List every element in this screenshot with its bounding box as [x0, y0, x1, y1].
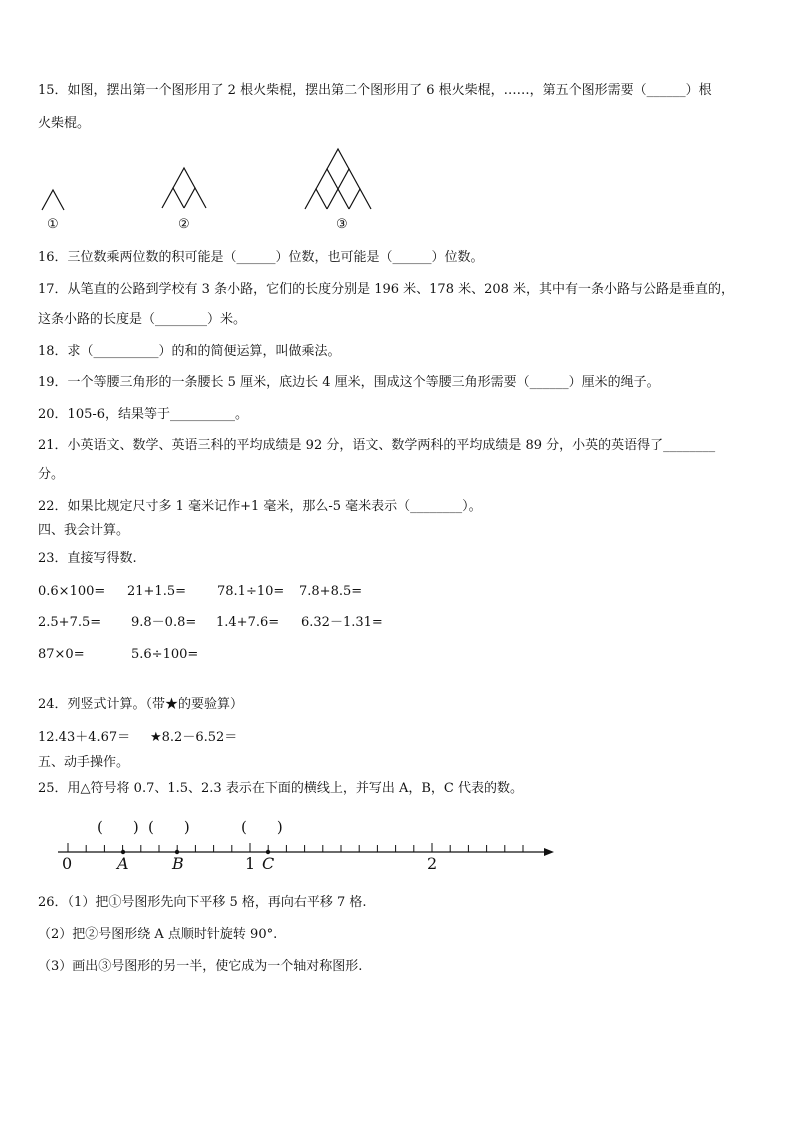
matchstick-figure-3 — [303, 143, 393, 213]
bracket-A[interactable]: ( ) — [97, 818, 139, 836]
q21-line2: 分。 — [38, 467, 65, 482]
q23-calc: 0.6×100= — [38, 584, 106, 599]
q23-calc: 6.32－1.31= — [301, 615, 383, 630]
label-B: B — [172, 854, 184, 873]
q16: 16．三位数乘两位数的积可能是（______）位数，也可能是（______）位数。 — [38, 250, 484, 265]
q23-calc: 9.8－0.8= — [131, 615, 197, 630]
q26-part3: （3）画出③号图形的另一半，使它成为一个轴对称图形. — [38, 959, 363, 974]
bracket-B[interactable]: ( ) — [148, 818, 190, 836]
q17-line2: 这条小路的长度是（________）米。 — [38, 312, 247, 327]
number-line-ticks — [68, 843, 523, 852]
q24-item: 12.43＋4.67＝ — [38, 730, 131, 745]
label-1: 1 — [245, 854, 256, 873]
q19: 19．一个等腰三角形的一条腰长 5 厘米，底边长 4 厘米，围成这个等腰三角形需要（______）厘米的绳子。 — [38, 375, 660, 390]
q23-calc: 87×0= — [38, 647, 85, 662]
q25-text: 25．用△符号将 0.7、1.5、2.3 表示在下面的横线上，并写出 A，B，C 代表的数。 — [38, 781, 523, 796]
q24-item: ★8.2－6.52＝ — [150, 730, 238, 745]
q23-calc: 7.8+8.5= — [299, 584, 363, 599]
q23-calc: 78.1÷10= — [217, 584, 285, 599]
q26-part2: （2）把②号图形绕 A 点顺时针旋转 90°. — [38, 927, 278, 942]
q22: 22．如果比规定尺寸多 1 毫米记作+1 毫米，那么-5 毫米表示（________）。 — [38, 499, 482, 514]
q23-title: 23．直接写得数. — [38, 551, 137, 566]
section-5-heading: 五、动手操作。 — [38, 755, 130, 770]
label-2: 2 — [427, 854, 438, 873]
q23-calc: 2.5+7.5= — [38, 615, 102, 630]
q26-part1: 26．（1）把①号图形先向下平移 5 格，再向右平移 7 格. — [38, 895, 367, 910]
matchstick-figure-2 — [160, 162, 220, 212]
q23-calc: 5.6÷100= — [131, 647, 199, 662]
section-4-heading: 四、我会计算。 — [38, 523, 130, 538]
q17-line1: 17．从笔直的公路到学校有 3 条小路，它们的长度分别是 196 米、178 米、208 米，其中有一条小路与公路是垂直的， — [38, 282, 735, 297]
fig-label-1: ① — [47, 217, 59, 232]
matchstick-figure-1 — [40, 184, 70, 214]
q23-calc: 21+1.5= — [127, 584, 187, 599]
q23-calc: 1.4+7.6= — [216, 615, 280, 630]
q20: 20．105-6，结果等于__________。 — [38, 407, 249, 422]
q15-line2: 火柴棍。 — [38, 116, 91, 131]
q21-line1: 21．小英语文、数学、英语三科的平均成绩是 92 分，语文、数学两科的平均成绩是 89 分，小英的英语得了________ — [38, 438, 716, 453]
label-C: C — [262, 854, 275, 873]
fig-label-2: ② — [178, 217, 190, 232]
q18: 18．求（__________）的和的简便运算，叫做乘法。 — [38, 344, 341, 359]
q15-line1: 15．如图，摆出第一个图形用了 2 根火柴棍，摆出第二个图形用了 6 根火柴棍，……，第五个图形需要（______）根 — [38, 83, 712, 98]
label-0: 0 — [62, 854, 73, 873]
label-A: A — [117, 854, 129, 873]
bracket-C[interactable]: ( ) — [241, 818, 283, 836]
fig-label-3: ③ — [336, 217, 348, 232]
q24-title: 24．列竖式计算。（带★的要验算） — [38, 697, 244, 712]
